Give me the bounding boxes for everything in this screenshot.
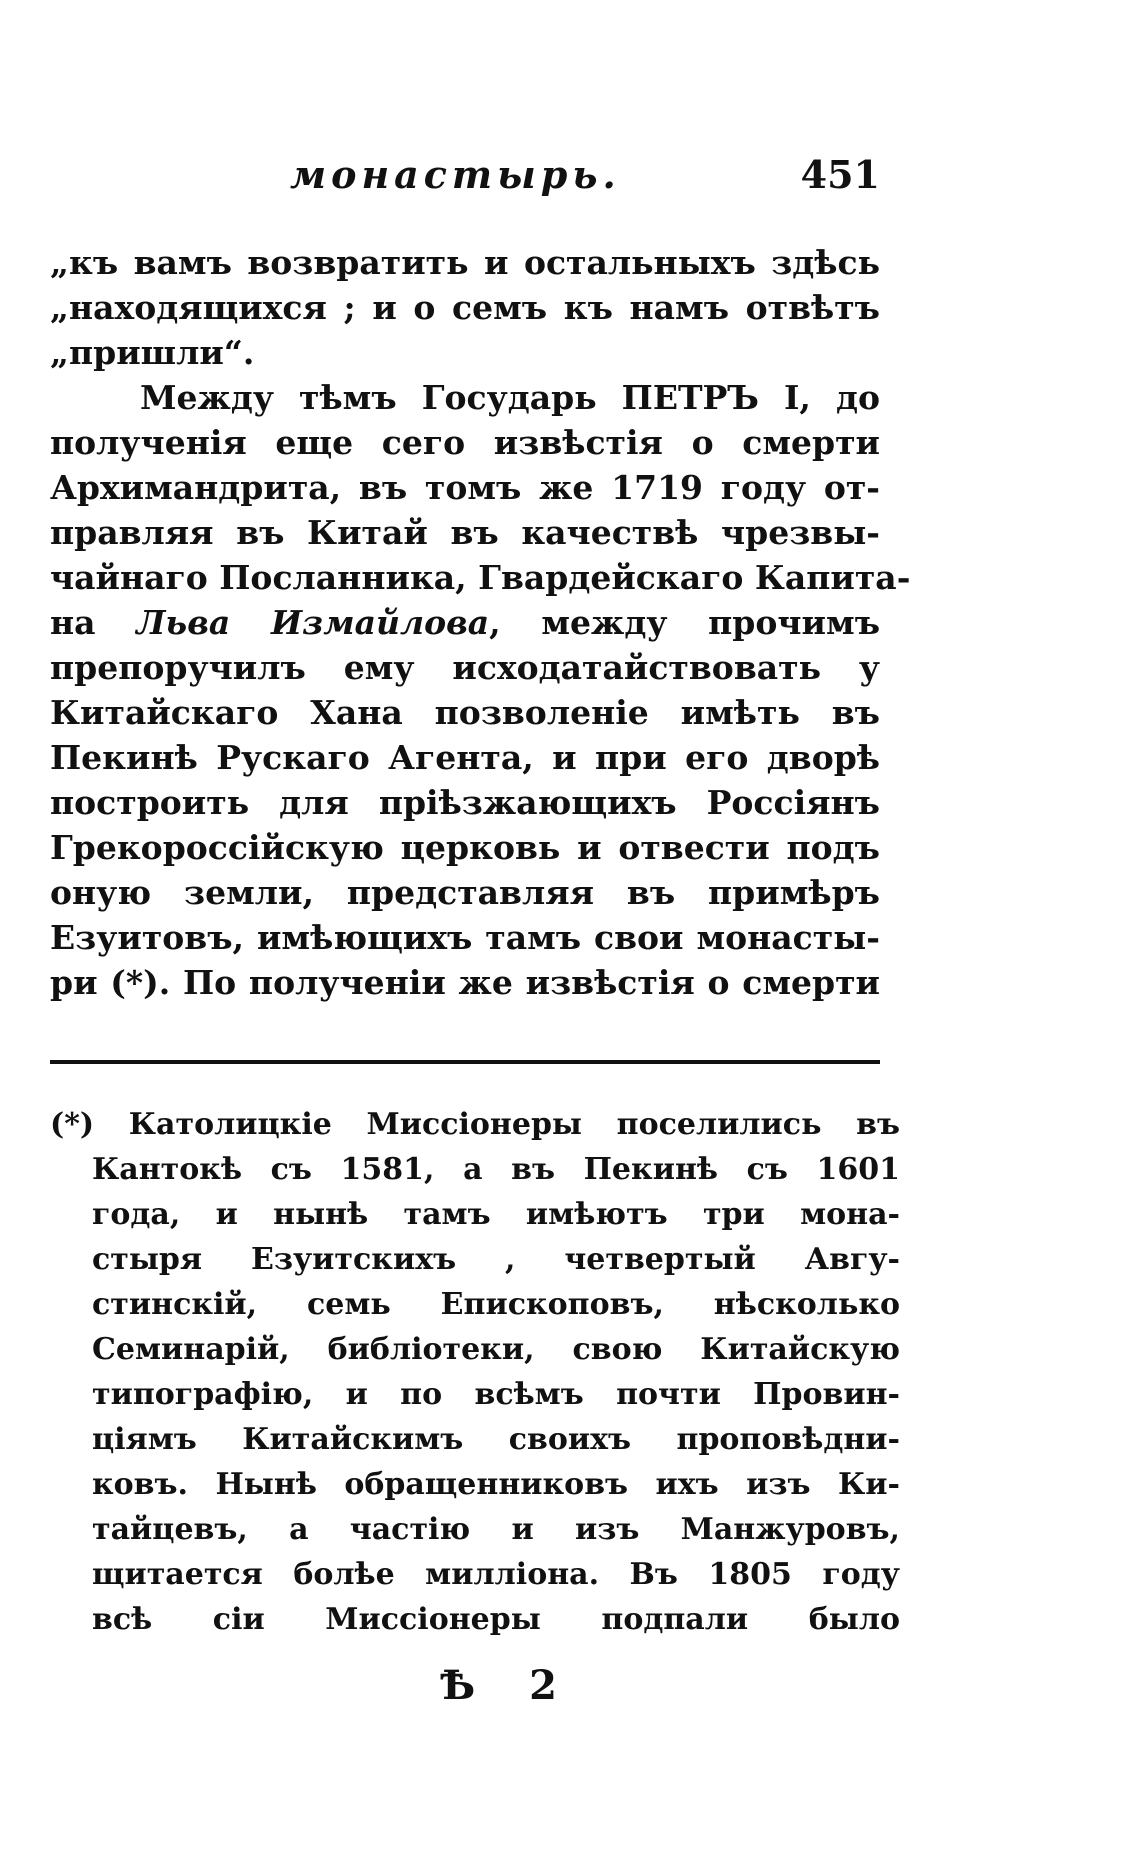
footnote-divider — [50, 1060, 880, 1064]
footnote-line: всѣ сіи Миссіонеры подпали было — [92, 1602, 900, 1637]
text-line: „находящихся ; и о семъ къ намъ отвѣтъ — [50, 288, 880, 327]
running-title: монастырь. — [290, 152, 621, 197]
person-name: Льва Измайлова — [136, 603, 490, 642]
line-end: , между прочимъ — [489, 603, 881, 642]
footnote-line: типографію, и по всѣмъ почти Провин- — [92, 1377, 900, 1412]
page-number: 451 — [800, 152, 880, 197]
text-line: правляя въ Китай въ качествѣ чрезвы- — [50, 513, 880, 552]
footnote-line: тайцевъ, а частію и изъ Манжуровъ, — [92, 1512, 900, 1547]
footnote-line: ціямъ Китайскимъ своихъ проповѣдни- — [92, 1422, 900, 1457]
text-line: Архимандрита, въ томъ же 1719 году от- — [50, 468, 880, 507]
text-line: Пекинѣ Рускаго Агента, и при его дворѣ — [50, 738, 880, 777]
text-line-with-name — [50, 600, 880, 645]
text-line: Грекороссійскую церковь и отвести подъ — [50, 828, 880, 867]
footnote-line: стыря Езуитскихъ , четвертый Авгу- — [92, 1242, 900, 1277]
signature-mark: Ѣ 2 — [440, 1662, 577, 1709]
footnote-line: стинскій, семь Епископовъ, нѣсколько — [92, 1287, 900, 1322]
text-line: ри (*). По полученіи же извѣстія о смерти — [50, 963, 880, 1002]
text-line: Между тѣмъ Государь ПЕТРЪ I, до — [140, 378, 880, 417]
footnote-line: щитается болѣе милліона. Въ 1805 году — [92, 1557, 900, 1592]
footnote-line: Семинарій, библіотеки, свою Китайскую — [92, 1332, 900, 1367]
footnote-line: года, и нынѣ тамъ имѣютъ три мона- — [92, 1197, 900, 1232]
footnote-line: ковъ. Нынѣ обращенниковъ ихъ изъ Ки- — [92, 1467, 900, 1502]
text-line: чайнаго Посланника, Гвардейскаго Капита- — [50, 558, 911, 597]
footnote-line: Кантокѣ съ 1581, а въ Пекинѣ съ 1601 — [92, 1152, 900, 1187]
text-line: Езуитовъ, имѣющихъ тамъ свои монасты- — [50, 918, 880, 957]
running-head — [290, 152, 880, 202]
text-line: оную земли, представляя въ примѣръ — [50, 873, 880, 912]
footnote-line: (*) Католицкіе Миссіонеры поселились въ — [50, 1107, 900, 1142]
text-line: „пришли“. — [50, 333, 255, 372]
footnote — [50, 1102, 900, 1642]
text-line: построить для пріѣзжающихъ Россіянъ — [50, 783, 880, 822]
text-line: препоручилъ ему исходатайствовать у — [50, 648, 880, 687]
line-start: на — [50, 603, 96, 642]
main-text — [50, 240, 911, 1005]
text-line: полученія еще сего извѣстія о смерти — [50, 423, 880, 462]
text-line: „къ вамъ возвратить и остальныхъ здѣсь — [50, 243, 880, 282]
text-line: Китайскаго Хана позволеніе имѣть въ — [50, 693, 880, 732]
